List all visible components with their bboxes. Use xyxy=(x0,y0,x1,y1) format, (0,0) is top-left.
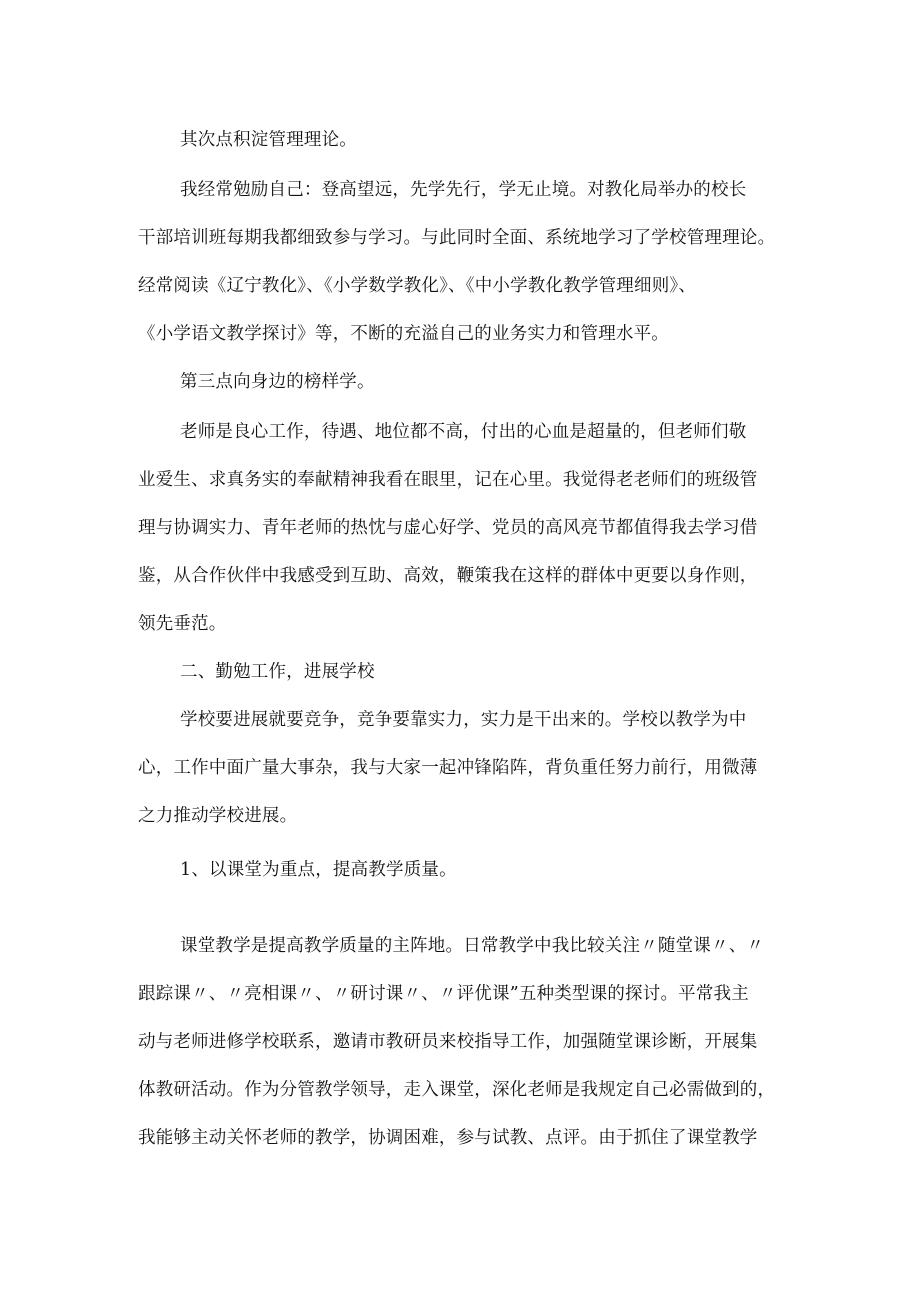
text-line: 跟踪课〃、〃亮相课〃、〃研讨课〃、〃评优课”五种类型课的探讨。平常我主 xyxy=(138,984,749,1004)
text-line: 心，工作中面广量大事杂，我与大家一起冲锋陷阵，背负重任努力前行，用微薄 xyxy=(138,758,758,778)
text-line: 老师是良心工作，待遇、地位都不高，付出的心血是超量的，但老师们敬 xyxy=(180,422,747,442)
text-line: 业爱生、求真务实的奉献精神我看在眼里，记在心里。我觉得老老师们的班级管 xyxy=(138,470,758,490)
text-line: 理与协调实力、青年老师的热忱与虚心好学、党员的高风亮节都值得我去学习借 xyxy=(138,518,758,538)
paragraph-heading-role-models: 第三点向身边的榜样学。 xyxy=(180,372,375,392)
text-line: 我经常勉励自己：登高望远，先学先行，学无止境。对教化局举办的校长 xyxy=(180,180,747,200)
text-line: 《小学语文教学探讨》等，不断的充溢自己的业务实力和管理水平。 xyxy=(138,324,669,344)
text-line: 学校要进展就要竞争，竞争要靠实力，实力是干出来的。学校以教学为中 xyxy=(180,710,747,730)
text-line: 鉴，从合作伙伴中我感受到互助、高效，鞭策我在这样的群体中更要以身作则， xyxy=(138,566,758,586)
paragraph-heading-accumulate-theory: 其次点积淀管理理论。 xyxy=(180,130,357,150)
section-heading-diligent-work: 二、勤勉工作，进展学校 xyxy=(180,662,375,682)
subsection-heading-classroom-focus: 1、以课堂为重点，提高教学质量。 xyxy=(180,860,457,880)
text-line: 之力推动学校进展。 xyxy=(138,806,298,826)
text-line: 我能够主动关怀老师的教学，协调困难，参与试教、点评。由于抓住了课堂教学 xyxy=(138,1128,758,1148)
text-line: 干部培训班每期我都细致参与学习。与此同时全面、系统地学习了学校管理理论。 xyxy=(138,228,776,248)
text-line: 体教研活动。作为分管教学领导，走入课堂，深化老师是我规定自己必需做到的， xyxy=(138,1080,776,1100)
text-line: 领先垂范。 xyxy=(138,614,227,634)
text-line: 经常阅读《辽宁教化》、《小学数学教化》、《中小学教化教学管理细则》、 xyxy=(138,276,697,296)
text-line: 课堂教学是提高教学质量的主阵地。日常教学中我比较关注〃随堂课〃、〃 xyxy=(180,936,765,956)
text-line: 动与老师进修学校联系，邀请市教研员来校指导工作，加强随堂课诊断，开展集 xyxy=(138,1032,758,1052)
